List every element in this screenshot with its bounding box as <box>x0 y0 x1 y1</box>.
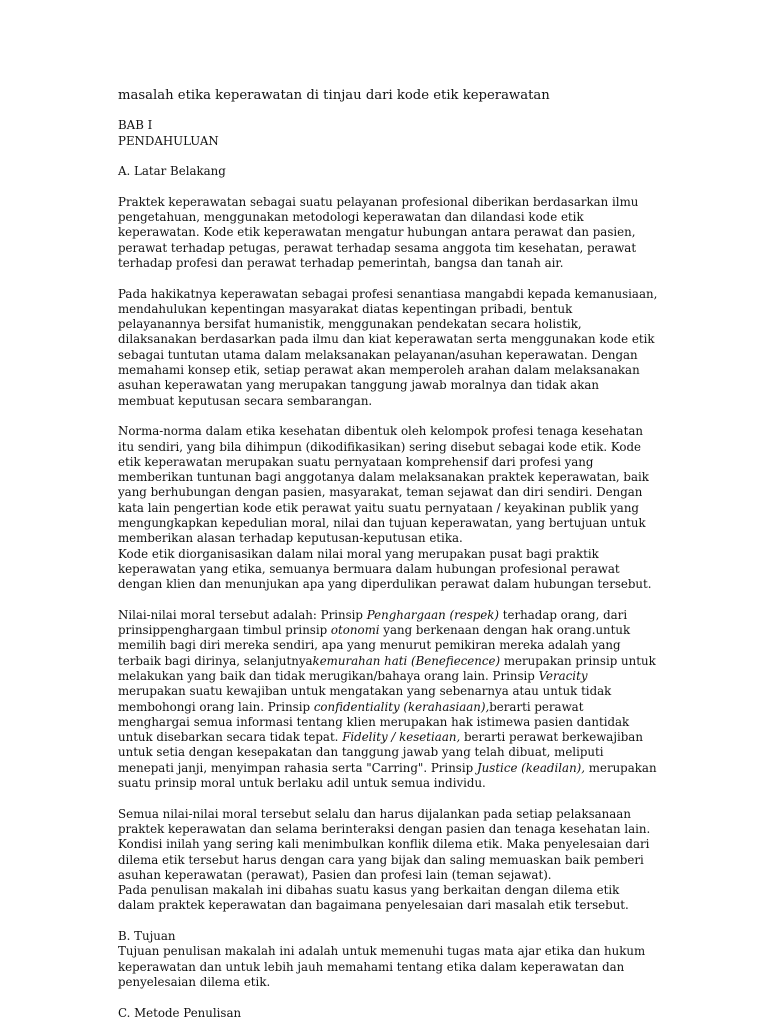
chapter-title: PENDAHULUAN <box>118 133 219 148</box>
paragraph-1: Praktek keperawatan sebagai suatu pelayanan profesional diberikan berdasarkan ilmu pengetahuan, menggunakan metodologi keperawatan dan dilandasi kode etik keperawatan. Kode etik keperawatan mengatur hubungan antara perawat dan pasien, perawat terhadap petugas, perawat terhadap sesama anggota tim kesehatan, perawat terhadap profesi dan perawat terhadap pemerintah, bangsa dan tanah air. <box>118 194 639 270</box>
section-heading-a: A. Latar Belakang <box>118 164 226 179</box>
section-heading-b: B. Tujuan <box>118 929 176 944</box>
text-run: terhadap orang, dari prinsippenghargaan timbul prinsip <box>118 607 628 638</box>
text-run: merupakan prinsip untuk melakukan yang baik dan tidak merugikan/bahaya orang lain. Prinsip <box>118 653 656 683</box>
text-run: Nilai-nilai moral tersebut adalah: Prinsip <box>118 607 367 622</box>
italic-run: Penghargaan (respek) <box>366 607 500 622</box>
italic-run: kemurahan hati (Benefiecence) <box>312 653 501 668</box>
paragraph-4: Kode etik diorganisasikan dalam nilai moral yang merupakan pusat bagi praktik keperawatan yang etika, semuanya bermuara dalam hubungan profesional perawat dengan klien dan menunjukan apa yang diperdulikan perawat dalam hubungan tersebut. <box>118 546 652 592</box>
italic-run: confidentiality (kerahasiaan), <box>313 699 490 714</box>
paragraph-6: Semua nilai-nilai moral tersebut selalu dan harus dijalankan pada setiap pelaksanaan praktek keperawatan dan selama berinteraksi dengan pasien dan tenaga kesehatan lain. Kondisi inilah yang sering kali menimbulkan konflik dilema etik. Maka penyelesaian dari dilema etik tersebut harus dengan cara yang bijak dan saling memuaskan baik pemberi asuhan keperawatan (perawat), Pasien dan profesi lain (teman sejawat). <box>118 806 651 882</box>
text-run: berarti perawat berkewajiban untuk setia dengan kesepakatan dan tanggung jawab yang telah dibuat, meliputi menepati janji, menyimpan rahasia serta "Carring". Prinsip <box>118 730 643 775</box>
paragraph-3: Norma-norma dalam etika kesehatan dibentuk oleh kelompok profesi tenaga kesehatan itu sendiri, yang bila dihimpun (dikodifikasikan) sering disebut sebagai kode etik. Kode etik keperawatan merupakan suatu pernyataan komprehensif dari profesi yang memberikan tuntunan bagi anggotanya dalam melaksanakan praktek keperawatan, baik yang berhubungan dengan pasien, masyarakat, teman sejawat dan diri sendiri. Dengan kata lain pengertian kode etik perawat yaitu suatu pernyataan / keyakinan publik yang mengungkapkan kepedulian moral, nilai dan tujuan keperawatan, yang bertujuan untuk memberikan alasan terhadap keputusan-keputusan etika. <box>118 424 649 546</box>
text-run: merupakan suatu kewajiban untuk mengatakan yang sebenarnya atau untuk tidak membohongi orang lain. Prinsip <box>118 684 612 714</box>
text-run: berarti perawat menghargai semua informasi tentang klien merupakan hak istimewa pasien dantidak untuk disebarkan secara tidak tepat. <box>118 699 630 745</box>
paragraph-5 <box>118 608 658 792</box>
paragraph-8: Tujuan penulisan makalah ini adalah untuk memenuhi tugas mata ajar etika dan hukum keperawatan dan untuk lebih jauh memahami tentang etika dalam keperawatan dan penyelesaian dilema etik. <box>118 944 646 989</box>
italic-run: otonomi <box>330 623 380 638</box>
italic-run: Justice (keadilan), <box>476 760 586 775</box>
document-page <box>118 88 658 1021</box>
text-run: yang berkenaan dengan hak orang.untuk memilih bagi diri mereka sendiri, apa yang menurut pemikiran mereka adalah yang terbaik bagi dirinya, selanjutnya <box>118 623 631 668</box>
paragraph-7: Pada penulisan makalah ini dibahas suatu kasus yang berkaitan dengan dilema etik dalam praktek keperawatan dan bagaimana penyelesaian dari masalah etik tersebut. <box>118 883 629 913</box>
italic-run: Fidelity / kesetiaan, <box>342 730 461 745</box>
chapter-number: BAB I <box>118 118 153 133</box>
italic-run: Veracity <box>538 668 588 683</box>
section-heading-c: C. Metode Penulisan <box>118 1005 242 1020</box>
document-title: masalah etika keperawatan di tinjau dari kode etik keperawatan <box>118 88 550 103</box>
text-run: merupakan suatu prinsip moral untuk berlaku adil untuk semua individu. <box>118 760 657 791</box>
paragraph-2: Pada hakikatnya keperawatan sebagai profesi senantiasa mangabdi kepada kemanusiaan, mendahulukan kepentingan masyarakat diatas kepentingan pribadi, bentuk pelayanannya bersifat humanistik, menggunakan pendekatan secara holistik, dilaksanakan berdasarkan pada ilmu dan kiat keperawatan serta menggunakan kode etik sebagai tuntutan utama dalam melaksanakan pelayanan/asuhan keperawatan. Dengan memahami konsep etik, setiap perawat akan memperoleh arahan dalam melaksanakan asuhan keperawatan yang merupakan tanggung jawab moralnya dan tidak akan membuat keputusan secara sembarangan. <box>118 286 658 408</box>
